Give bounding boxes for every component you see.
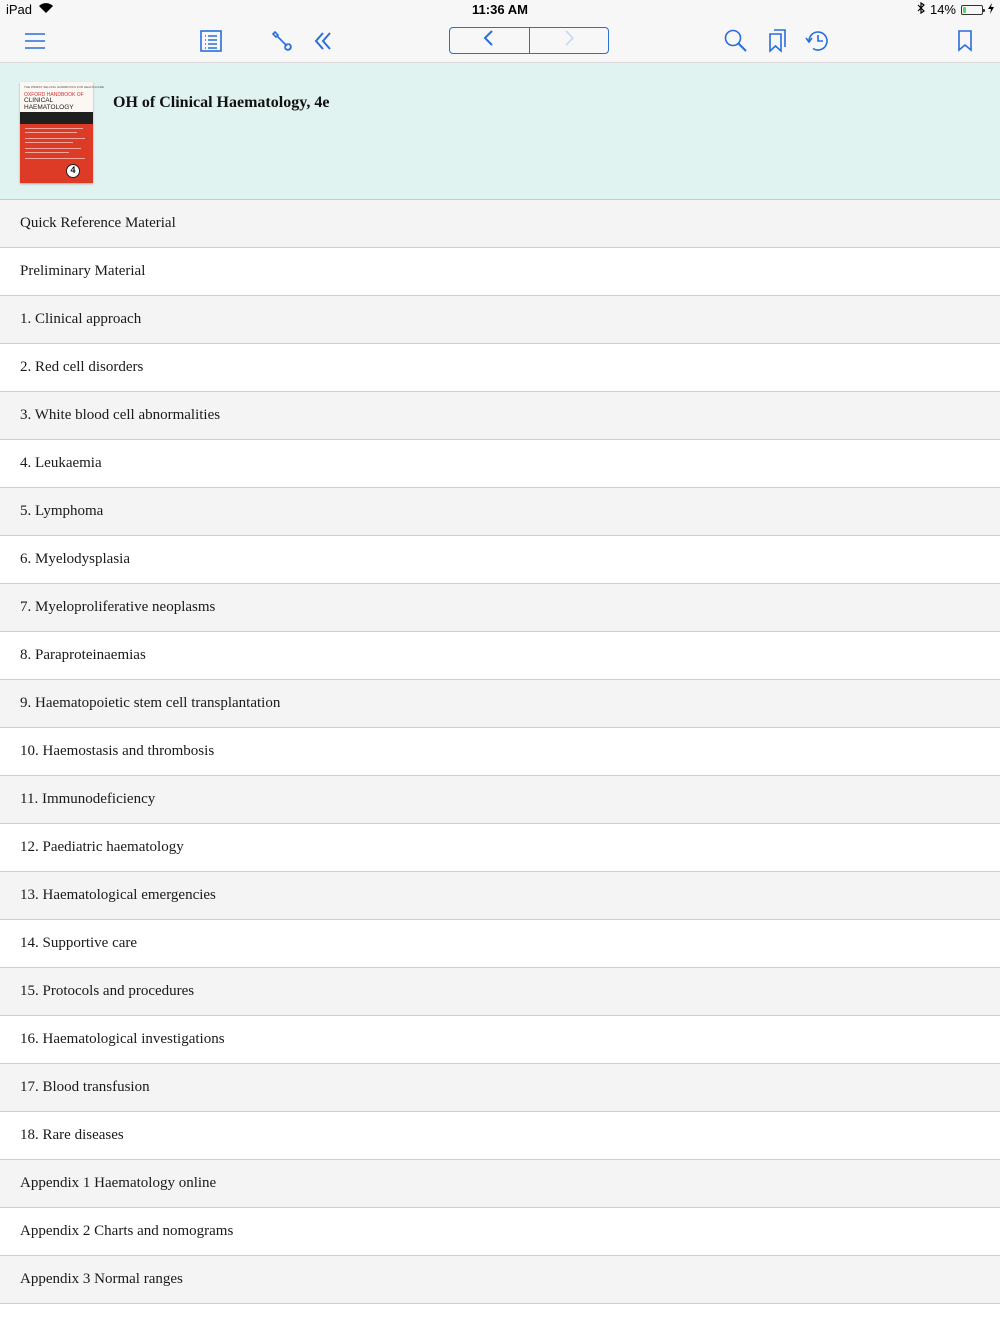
device-label: iPad xyxy=(6,2,33,17)
toc-item-label: Preliminary Material xyxy=(20,263,146,279)
cover-text-line xyxy=(25,152,69,153)
bluetooth-icon xyxy=(917,2,925,17)
cover-author-band xyxy=(20,112,93,124)
bookmark-icon[interactable] xyxy=(951,27,979,55)
chevron-left-icon xyxy=(482,29,496,52)
toc-item[interactable] xyxy=(0,824,1000,872)
cover-title-line2: HAEMATOLOGY xyxy=(24,104,74,111)
toc-item-label: 10. Haemostasis and thrombosis xyxy=(20,743,215,759)
toc-item[interactable] xyxy=(0,440,1000,488)
toc-item-label: 1. Clinical approach xyxy=(20,311,142,327)
toc-item[interactable] xyxy=(0,1208,1000,1256)
toc-item[interactable] xyxy=(0,1064,1000,1112)
toc-item-label: 9. Haematopoietic stem cell transplantation xyxy=(20,695,281,711)
contents-list xyxy=(0,200,1000,1304)
cover-title-line1: CLINICAL xyxy=(24,97,54,104)
cover-text-line xyxy=(25,142,73,143)
menu-icon[interactable] xyxy=(21,27,49,55)
cover-text-line xyxy=(25,128,83,129)
toc-item[interactable] xyxy=(0,392,1000,440)
toc-item[interactable] xyxy=(0,344,1000,392)
toc-item-label: 13. Haematological emergencies xyxy=(20,887,216,903)
toc-item-label: 11. Immunodeficiency xyxy=(20,791,156,807)
toc-item[interactable] xyxy=(0,728,1000,776)
toc-item-label: 6. Myelodysplasia xyxy=(20,551,130,567)
book-header xyxy=(0,63,1000,200)
toc-item-label: Appendix 3 Normal ranges xyxy=(20,1271,183,1287)
history-icon[interactable] xyxy=(804,27,832,55)
cover-series-line: THE WIDEST SELLING HANDBOOKS FOR HEALTHCARE xyxy=(24,85,104,89)
cover-text-line xyxy=(25,132,77,133)
forward-button[interactable] xyxy=(529,28,609,53)
toc-item-label: Quick Reference Material xyxy=(20,215,176,231)
toc-item-label: 16. Haematological investigations xyxy=(20,1031,225,1047)
toc-item[interactable] xyxy=(0,200,1000,248)
toc-item-label: 15. Protocols and procedures xyxy=(20,983,195,999)
page-navigation xyxy=(449,27,609,54)
back-button[interactable] xyxy=(450,28,529,53)
toc-item[interactable] xyxy=(0,248,1000,296)
toc-item-label: 3. White blood cell abnormalities xyxy=(20,407,221,423)
list-icon[interactable] xyxy=(197,27,225,55)
cover-text-line xyxy=(25,138,85,139)
toc-item[interactable] xyxy=(0,968,1000,1016)
toc-item-label: 5. Lymphoma xyxy=(20,503,104,519)
toc-item-label: 14. Supportive care xyxy=(20,935,138,951)
chevron-right-icon xyxy=(562,29,576,52)
toc-item-label: 12. Paediatric haematology xyxy=(20,839,184,855)
toc-item[interactable] xyxy=(0,1016,1000,1064)
bookmarks-icon[interactable] xyxy=(763,27,791,55)
toolbar xyxy=(0,20,1000,63)
toc-item[interactable] xyxy=(0,1160,1000,1208)
book-title: OH of Clinical Haematology, 4e xyxy=(113,94,330,111)
toc-item[interactable] xyxy=(0,296,1000,344)
toc-item[interactable] xyxy=(0,1112,1000,1160)
toc-item[interactable] xyxy=(0,584,1000,632)
toc-item[interactable] xyxy=(0,872,1000,920)
status-right xyxy=(917,2,994,17)
double-chevron-left-icon[interactable] xyxy=(309,27,337,55)
book-cover[interactable] xyxy=(20,82,104,183)
toc-item-label: 4. Leukaemia xyxy=(20,455,102,471)
tools-icon[interactable] xyxy=(268,27,296,55)
toc-item-label: 2. Red cell disorders xyxy=(20,359,144,375)
toc-item-label: 18. Rare diseases xyxy=(20,1127,124,1143)
cover-publisher-line: OXFORD HANDBOOK OF xyxy=(24,92,84,98)
battery-percent: 14% xyxy=(929,2,956,17)
toc-item-label: 17. Blood transfusion xyxy=(20,1079,150,1095)
edition-badge: 4 xyxy=(66,164,80,178)
battery-icon xyxy=(961,5,983,15)
toc-item-label: 7. Myeloproliferative neoplasms xyxy=(20,599,216,615)
toc-item[interactable] xyxy=(0,776,1000,824)
toc-item[interactable] xyxy=(0,536,1000,584)
search-icon[interactable] xyxy=(722,27,750,55)
status-bar xyxy=(0,0,1000,20)
toc-item[interactable] xyxy=(0,632,1000,680)
toc-item-label: 8. Paraproteinaemias xyxy=(20,647,146,663)
charging-icon xyxy=(988,2,994,17)
toc-item[interactable] xyxy=(0,920,1000,968)
cover-text-line xyxy=(25,148,81,149)
cover-text-line xyxy=(25,158,85,159)
toc-item-label: Appendix 2 Charts and nomograms xyxy=(20,1223,234,1239)
battery-level xyxy=(963,7,966,13)
status-time: 11:36 AM xyxy=(472,2,528,17)
toc-item[interactable] xyxy=(0,488,1000,536)
toc-item[interactable] xyxy=(0,680,1000,728)
toc-item[interactable] xyxy=(0,1256,1000,1304)
toc-item-label: Appendix 1 Haematology online xyxy=(20,1175,217,1191)
